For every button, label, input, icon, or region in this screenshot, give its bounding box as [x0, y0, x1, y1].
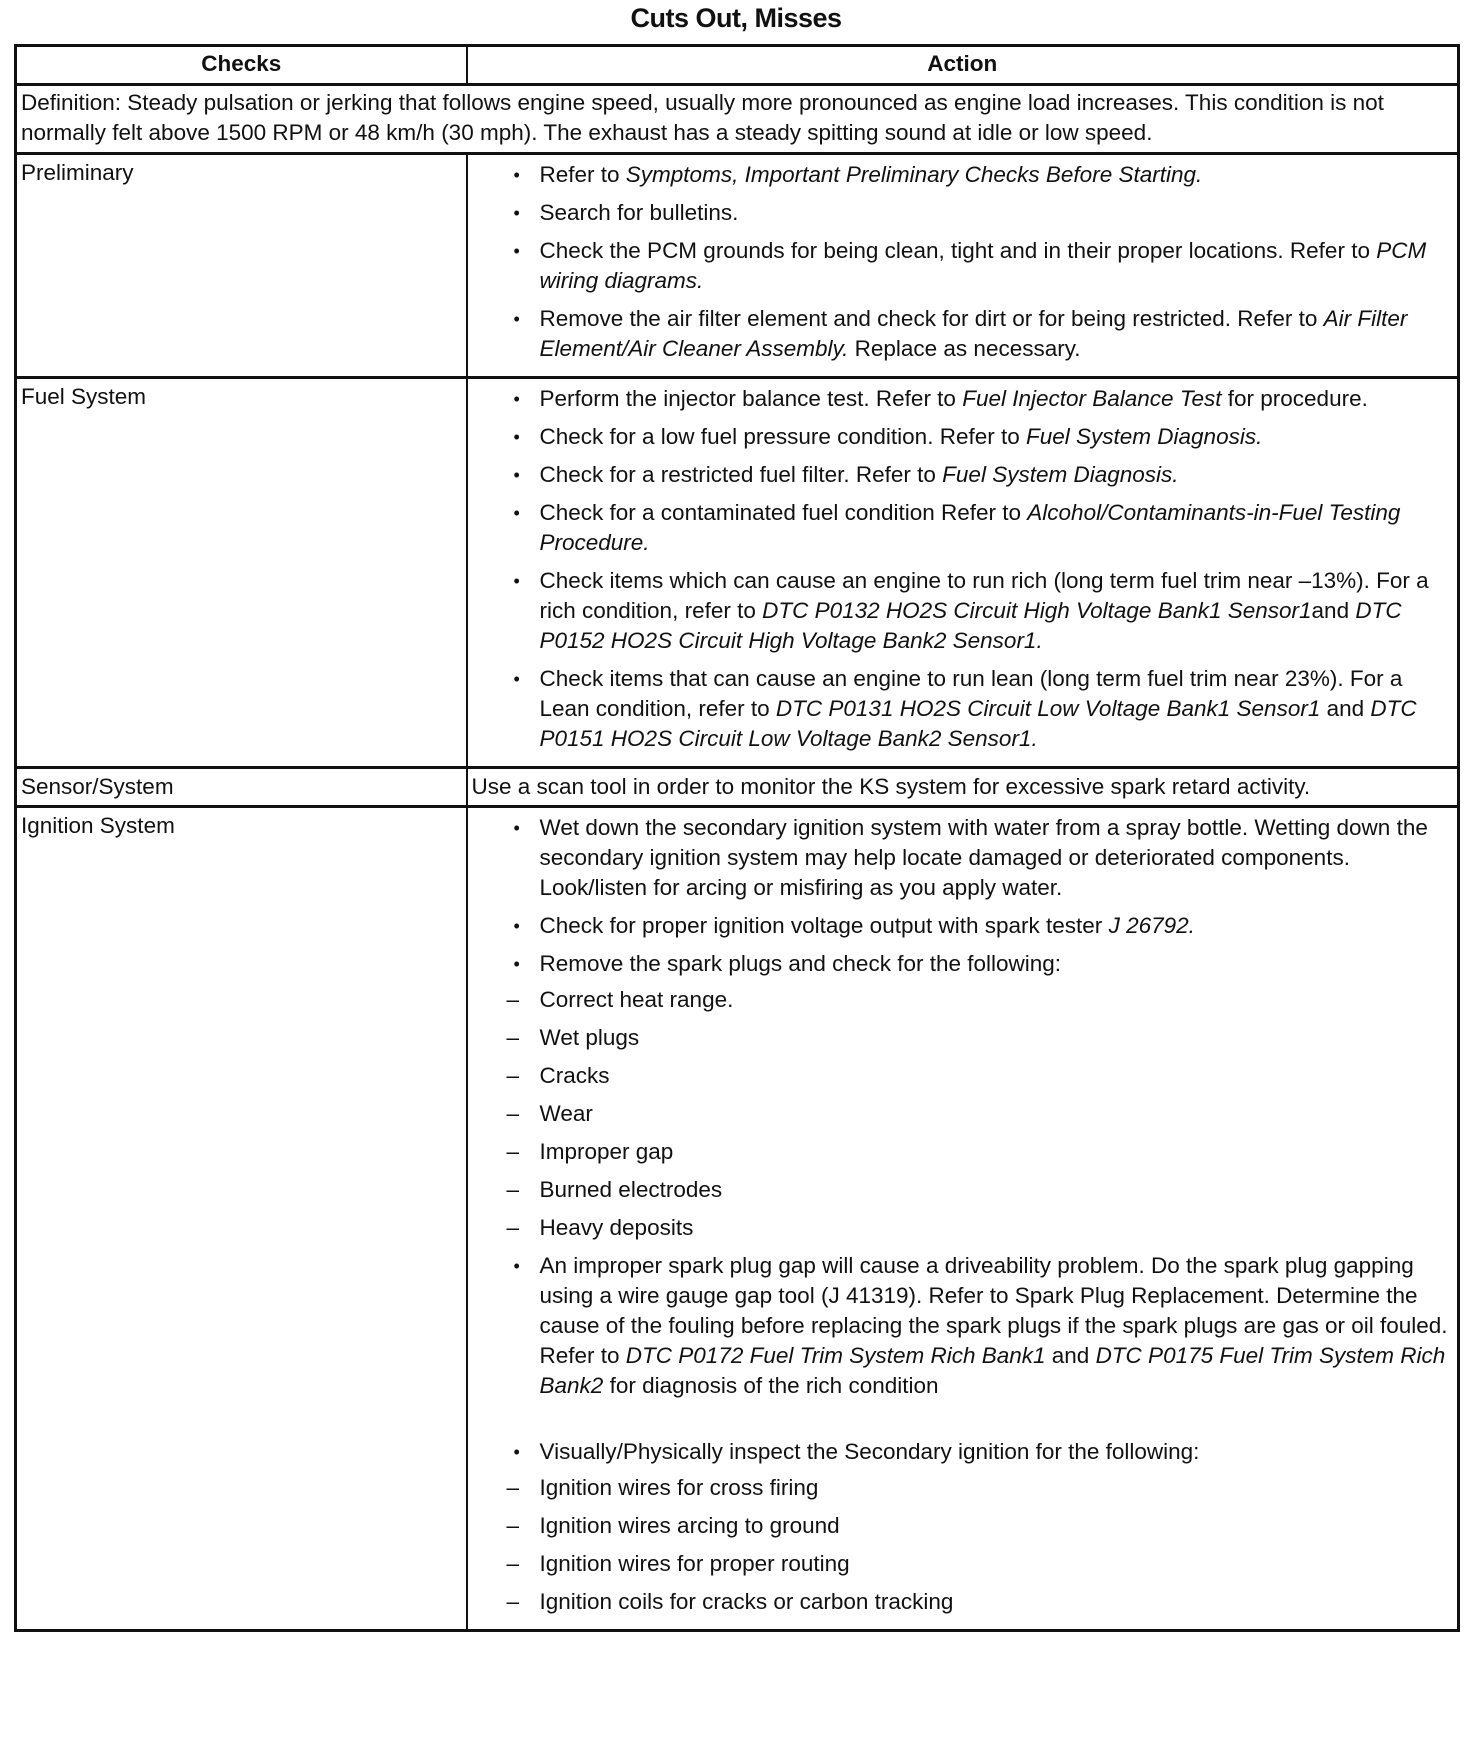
- bullet-text: Wet down the secondary ignition system with water from a spray bottle. Wetting down the secondary ignition system may help locate damaged or deteriorated components. Look/listen for arcing or misfiring as you apply water.: [539, 815, 1428, 900]
- table-row: [16, 154, 1459, 378]
- sub-list-item: – Burned electrodes: [507, 1175, 1452, 1205]
- action-bullet: [474, 1437, 1452, 1617]
- table-row: [16, 768, 1459, 807]
- reference-text: Fuel System Diagnosis.: [942, 462, 1179, 487]
- reference-text: DTC P0175 Fuel Trim System Rich Bank2: [539, 1343, 1446, 1398]
- check-cell: Sensor/System: [16, 768, 467, 807]
- document-title: Cuts Out, Misses: [630, 3, 842, 33]
- bullet-text: and: [1311, 598, 1356, 623]
- action-bullet: [474, 664, 1452, 754]
- bullet-text: Remove the air filter element and check for dirt or for being restricted. Refer to: [539, 306, 1324, 331]
- action-cell: Use a scan tool in order to monitor the KS system for excessive spark retard activity.: [467, 768, 1459, 807]
- sub-list-item: – Wet plugs: [507, 1023, 1452, 1053]
- reference-text: DTC P0151 HO2S Circuit Low Voltage Bank2 Sensor1.: [539, 696, 1417, 751]
- reference-text: Alcohol/Contaminants-in-Fuel Testing Procedure.: [539, 500, 1401, 555]
- action-bullet: [474, 198, 1452, 228]
- action-bullet: [474, 160, 1452, 190]
- bullet-text: Visually/Physically inspect the Secondary ignition for the following:: [539, 1439, 1200, 1464]
- sub-list-item: – Wear: [507, 1099, 1452, 1129]
- action-bullet: [474, 236, 1452, 296]
- action-bullet: [474, 566, 1452, 656]
- bullet-text: Check items that can cause an engine to run lean (long term fuel trim near 23%). For a Lean condition, refer to: [539, 666, 1403, 721]
- check-cell: Preliminary: [16, 154, 467, 378]
- bullet-text: Remove the spark plugs and check for the following:: [539, 951, 1062, 976]
- bullet-text: An improper spark plug gap will cause a driveability problem. Do the spark plug gapping using a wire gauge gap tool (J 41319). Refer to Spark Plug Replacement. Determine the cause of the fouling before replacing the spark plugs if the spark plugs are gas or oil fouled. Refer to: [539, 1253, 1448, 1368]
- action-cell: [467, 807, 1459, 1631]
- action-bullet: [474, 911, 1452, 941]
- bullet-text: Check for a low fuel pressure condition. Refer to: [539, 424, 1026, 449]
- reference-text: Air Filter Element/Air Cleaner Assembly.: [539, 306, 1408, 361]
- reference-text: PCM wiring diagrams.: [539, 238, 1427, 293]
- action-bullet: [474, 813, 1452, 903]
- sub-list-item: – Correct heat range.: [507, 985, 1452, 1015]
- sub-list-item: – Ignition wires arcing to ground: [507, 1511, 1452, 1541]
- reference-text: DTC P0132 HO2S Circuit High Voltage Bank1 Sensor1: [762, 598, 1312, 623]
- action-bullet: [474, 384, 1452, 414]
- bullet-text: Check for a restricted fuel filter. Refer to: [539, 462, 943, 487]
- action-bullet: [474, 422, 1452, 452]
- check-cell: Fuel System: [16, 378, 467, 768]
- action-list: [474, 384, 1452, 754]
- action-cell: [467, 154, 1459, 378]
- action-bullet: [474, 498, 1452, 558]
- action-bullet: [474, 1251, 1452, 1429]
- bullet-text: Refer to: [539, 162, 626, 187]
- sub-list-item: – Cracks: [507, 1061, 1452, 1091]
- reference-text: DTC P0172 Fuel Trim System Rich Bank1: [625, 1343, 1046, 1368]
- reference-text: J 26792.: [1108, 913, 1195, 938]
- reference-text: Fuel System Diagnosis.: [1026, 424, 1263, 449]
- reference-text: Fuel Injector Balance Test: [962, 386, 1222, 411]
- action-bullet: [474, 304, 1452, 364]
- reference-text: DTC P0131 HO2S Circuit Low Voltage Bank1 Sensor1: [775, 696, 1321, 721]
- sub-list: [540, 985, 1452, 1243]
- table-row: [16, 807, 1459, 1631]
- bullet-text: Search for bulletins.: [539, 200, 739, 225]
- header-checks: Checks: [16, 46, 467, 85]
- sub-list-item: – Ignition wires for proper routing: [507, 1549, 1452, 1579]
- action-bullet: [474, 949, 1452, 1243]
- header-row: [16, 46, 1459, 85]
- sub-list-item: – Ignition coils for cracks or carbon tracking: [507, 1587, 1452, 1617]
- definition-text: Definition: Steady pulsation or jerking that follows engine speed, usually more pronounced as engine load increases. This condition is not normally felt above 1500 RPM or 48 km/h (30 mph). The exhaust has a steady spitting sound at idle or low speed.: [16, 85, 1459, 154]
- check-cell: Ignition System: [16, 807, 467, 1631]
- sub-list-item: – Improper gap: [507, 1137, 1452, 1167]
- bullet-text: and: [1045, 1343, 1096, 1368]
- action-list: [474, 813, 1452, 1617]
- action-cell: [467, 378, 1459, 768]
- bullet-text: Check for proper ignition voltage output with spark tester: [539, 913, 1109, 938]
- table-row: [16, 378, 1459, 768]
- bullet-text: Replace as necessary.: [848, 336, 1081, 361]
- bullet-text: Check the PCM grounds for being clean, tight and in their proper locations. Refer to: [539, 238, 1377, 263]
- bullet-text: for diagnosis of the rich condition: [603, 1373, 939, 1398]
- bullet-text: for procedure.: [1221, 386, 1368, 411]
- sub-list-item: – Heavy deposits: [507, 1213, 1452, 1243]
- bullet-text: and: [1320, 696, 1371, 721]
- bullet-text: Check items which can cause an engine to run rich (long term fuel trim near –13%). For a rich condition, refer to: [539, 568, 1429, 623]
- bullet-text: Check for a contaminated fuel condition Refer to: [539, 500, 1028, 525]
- action-bullet: [474, 460, 1452, 490]
- sub-list: [540, 1473, 1452, 1617]
- header-action: Action: [467, 46, 1459, 85]
- action-list: [474, 160, 1452, 364]
- reference-text: DTC P0152 HO2S Circuit High Voltage Bank2 Sensor1.: [539, 598, 1402, 653]
- sub-list-item: – Ignition wires for cross firing: [507, 1473, 1452, 1503]
- definition-row: [16, 85, 1459, 154]
- diagnostic-table: [14, 44, 1460, 1632]
- reference-text: Symptoms, Important Preliminary Checks Before Starting.: [625, 162, 1203, 187]
- bullet-text: Perform the injector balance test. Refer to: [539, 386, 963, 411]
